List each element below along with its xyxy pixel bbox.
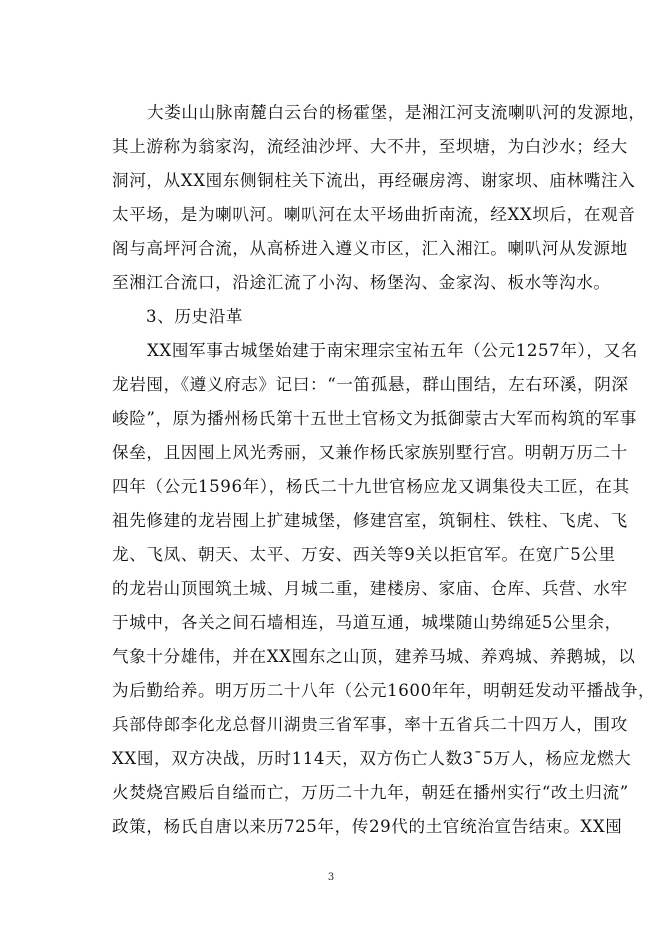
text-line: 的龙岩山顶囤筑土城、月城二重，建楼房、家庙、仓库、兵营、水牢 — [112, 579, 628, 598]
text-line: 气象十分雄伟，并在XX囤东之山顶，建养马城、养鸡城、养鹅城，以 — [112, 647, 636, 666]
text-line: XX囤，双方决战，历时114天，双方伤亡人数3¯5万人，杨应龙燃大 — [112, 749, 632, 768]
text-line: 阁与高坪河合流，从高桥进入遵义市区，汇入湘江。喇叭河从发源地 — [112, 239, 628, 258]
text-line: 至湘江合流口，沿途汇流了小沟、杨堡沟、金家沟、板水等沟水。 — [112, 273, 611, 292]
text-line: 太平场，是为喇叭河。喇叭河在太平场曲折南流，经XX坝后，在观音 — [112, 205, 636, 224]
text-line: 洞河，从XX囤东侧铜柱关下流出，再经碾房湾、谢家坝、庙林嘴注入 — [112, 171, 636, 190]
text-line: 大娄山山脉南麓白云台的杨霍堡，是湘江河支流喇叭河的发源地， — [147, 103, 646, 122]
text-line: 火焚烧宫殿后自缢而亡，万历二十九年，朝廷在播州实行“改土归流” — [112, 783, 629, 802]
text-line: 龙岩囤，《遵义府志》记曰：“一笛孤悬，群山围结，左右环溪，阴深 — [112, 375, 629, 394]
text-line: XX囤军事古城堡始建于南宋理宗宝祐五年（公元1257年），又名 — [147, 341, 638, 360]
body-text — [112, 96, 656, 844]
text-line: 于城中，各关之间石墙相连，马道互通，城堞随山势绵延5公里余， — [112, 613, 622, 632]
text-line: 政策，杨氏自唐以来历725年，传29代的土官统治宣告结束。XX囤 — [112, 817, 623, 836]
page-number: 3 — [327, 872, 335, 883]
text-line: 为后勤给养。明万历二十八年（公元1600年年，明朝廷发动平播战争， — [112, 681, 656, 700]
text-line: 峻险”，原为播州杨氏第十五世土官杨文为抵御蒙古大军而构筑的军事 — [112, 409, 637, 428]
text-line: 兵部侍郎李化龙总督川湖贵三省军事，率十五省兵二十四万人，围攻 — [112, 715, 628, 734]
section-heading: 3、历史沿革 — [146, 307, 244, 326]
text-line: 龙、飞凤、朝天、太平、万安、西关等9关以拒官军。在宽广5公里 — [112, 545, 616, 564]
text-line: 祖先修建的龙岩囤上扩建城堡，修建宫室，筑铜柱、铁柱、飞虎、飞 — [112, 511, 628, 530]
text-line: 其上游称为翁家沟，流经油沙坪、大不井，至坝塘，为白沙水；经大 — [112, 137, 628, 156]
text-line: 四年（公元1596年），杨氏二十九世官杨应龙又调集役夫工匠，在其 — [112, 477, 630, 496]
text-line: 保垒，且因囤上风光秀丽，又兼作杨氏家族别墅行宫。明朝万历二十 — [112, 443, 628, 462]
